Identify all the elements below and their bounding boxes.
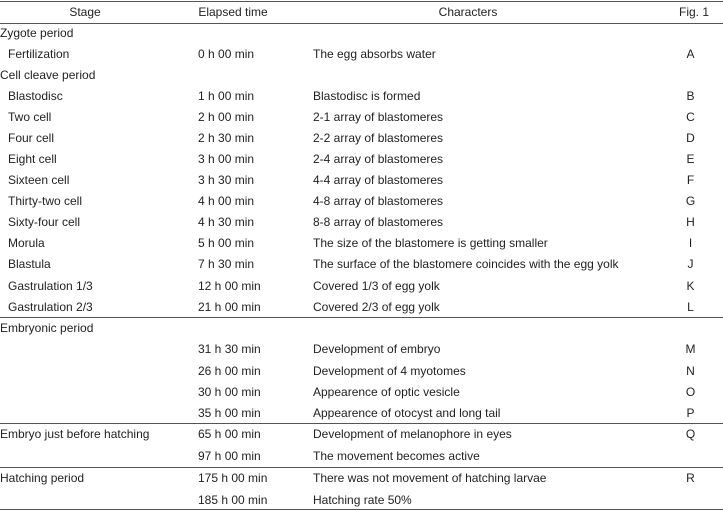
elapsed-time-cell: 3 h 30 min: [198, 173, 255, 187]
characters-cell: Covered 1/3 of egg yolk: [313, 279, 440, 293]
elapsed-time-cell: 1 h 00 min: [198, 89, 255, 103]
table-row: [0, 423, 723, 445]
fig-cell: P: [686, 406, 695, 420]
stage-cell: [8, 382, 198, 403]
elapsed-time-cell: 97 h 00 min: [198, 449, 261, 463]
fig-cell: B: [686, 89, 695, 103]
fig-cell: H: [686, 215, 695, 229]
stage-cell: Hatching period: [0, 471, 85, 485]
characters-cell: There was not movement of hatching larvae: [313, 471, 547, 485]
elapsed-time-cell: 5 h 00 min: [198, 236, 255, 250]
elapsed-time-cell: 30 h 00 min: [198, 385, 261, 399]
elapsed-time-cell: 4 h 30 min: [198, 215, 255, 229]
elapsed-time-cell: 31 h 30 min: [198, 342, 261, 356]
characters-cell: [313, 65, 673, 86]
stage-cell: Two cell: [8, 110, 52, 124]
header-stage: Stage: [69, 5, 101, 19]
fig-cell: [670, 490, 711, 511]
fig-cell: M: [685, 342, 696, 356]
fig-cell: [670, 23, 711, 44]
characters-cell: Development of 4 myotomes: [313, 364, 466, 378]
characters-cell: The size of the blastomere is getting smaller: [313, 236, 548, 250]
elapsed-time-cell: 65 h 00 min: [198, 427, 261, 441]
table-row: [0, 233, 723, 254]
fig-cell: Q: [685, 427, 696, 441]
fig-cell: I: [688, 236, 693, 250]
table-row: [0, 297, 723, 318]
fig-cell: [670, 318, 711, 339]
elapsed-time-cell: 4 h 00 min: [198, 194, 255, 208]
elapsed-time-cell: 26 h 00 min: [198, 364, 261, 378]
elapsed-time-cell: 12 h 00 min: [198, 279, 261, 293]
table-header: [0, 1, 723, 24]
table-row: [0, 446, 723, 467]
characters-cell: 4-8 array of blastomeres: [313, 194, 444, 208]
fig-cell: [670, 446, 711, 467]
header-elapsed-time: Elapsed time: [198, 5, 268, 19]
characters-cell: Covered 2/3 of egg yolk: [313, 300, 440, 314]
stage-cell: Cell cleave period: [0, 68, 96, 82]
table-row: [0, 65, 723, 86]
stage-cell: Zygote period: [0, 26, 74, 40]
stage-cell: Embryo just before hatching: [0, 427, 150, 441]
characters-cell: 2-1 array of blastomeres: [313, 110, 444, 124]
stage-cell: Embryonic period: [0, 321, 94, 335]
table-row: [0, 467, 723, 489]
stage-cell: [8, 490, 198, 511]
fig-cell: K: [686, 279, 695, 293]
table-row: [0, 361, 723, 382]
characters-cell: The surface of the blastomere coincides with the egg yolk: [313, 257, 619, 271]
stage-cell: Blastodisc: [8, 89, 63, 103]
characters-cell: 8-8 array of blastomeres: [313, 215, 444, 229]
characters-cell: 2-4 array of blastomeres: [313, 152, 444, 166]
elapsed-time-cell: 185 h 00 min: [198, 493, 268, 507]
table-row: [0, 128, 723, 149]
stage-cell: Four cell: [8, 131, 55, 145]
stage-cell: [8, 403, 198, 424]
characters-cell: 4-4 array of blastomeres: [313, 173, 444, 187]
elapsed-time-cell: 0 h 00 min: [198, 47, 255, 61]
fig-cell: L: [687, 300, 694, 314]
stage-cell: [8, 446, 198, 467]
table-row: [0, 254, 723, 275]
fig-cell: G: [685, 194, 696, 208]
elapsed-time-cell: [198, 23, 306, 44]
characters-cell: Appearence of optic vesicle: [313, 385, 460, 399]
table-row: [0, 23, 723, 44]
table-row: [0, 339, 723, 360]
characters-cell: Appearence of otocyst and long tail: [313, 406, 501, 420]
characters-cell: Development of melanophore in eyes: [313, 427, 512, 441]
stage-cell: Blastula: [8, 257, 51, 271]
table-row: [0, 382, 723, 403]
fig-cell: J: [687, 257, 694, 271]
elapsed-time-cell: 175 h 00 min: [198, 471, 268, 485]
elapsed-time-cell: 2 h 00 min: [198, 110, 255, 124]
header-characters: Characters: [438, 5, 498, 19]
table-row: [0, 403, 723, 424]
elapsed-time-cell: 35 h 00 min: [198, 406, 261, 420]
table-row: [0, 317, 723, 339]
characters-cell: The movement becomes active: [313, 449, 480, 463]
table-row: [0, 107, 723, 128]
table-row: [0, 490, 723, 511]
characters-cell: Hatching rate 50%: [313, 493, 412, 507]
stage-cell: [8, 361, 198, 382]
characters-cell: The egg absorbs water: [313, 47, 436, 61]
stage-cell: [8, 339, 198, 360]
fig-cell: N: [686, 364, 695, 378]
elapsed-time-cell: 7 h 30 min: [198, 257, 255, 271]
table-row: [0, 170, 723, 191]
elapsed-time-cell: 2 h 30 min: [198, 131, 255, 145]
fig-cell: [670, 65, 711, 86]
characters-cell: Blastodisc is formed: [313, 89, 421, 103]
elapsed-time-cell: 3 h 00 min: [198, 152, 255, 166]
stage-cell: Sixteen cell: [8, 173, 70, 187]
stage-cell: Thirty-two cell: [8, 194, 83, 208]
table-row: [0, 212, 723, 233]
fig-cell: R: [686, 471, 695, 485]
stage-cell: Sixty-four cell: [8, 215, 81, 229]
elapsed-time-cell: [198, 65, 306, 86]
table-row: [0, 86, 723, 107]
characters-cell: [313, 318, 673, 339]
fig-cell: C: [686, 110, 695, 124]
table-row: [0, 191, 723, 212]
fig-cell: F: [686, 173, 695, 187]
fig-cell: D: [686, 131, 695, 145]
stage-cell: Morula: [8, 236, 45, 250]
header-fig: Fig. 1: [678, 5, 709, 19]
stage-cell: Fertilization: [8, 47, 70, 61]
fig-cell: O: [685, 385, 696, 399]
fig-cell: A: [686, 47, 695, 61]
table-row: [0, 149, 723, 170]
elapsed-time-cell: [198, 318, 306, 339]
characters-cell: Development of embryo: [313, 342, 441, 356]
table-row: [0, 276, 723, 297]
characters-cell: [313, 23, 673, 44]
elapsed-time-cell: 21 h 00 min: [198, 300, 261, 314]
stage-cell: Gastrulation 1/3: [8, 279, 93, 293]
table-row: [0, 44, 723, 65]
fig-cell: E: [686, 152, 695, 166]
characters-cell: 2-2 array of blastomeres: [313, 131, 444, 145]
stage-cell: Gastrulation 2/3: [8, 300, 93, 314]
stage-cell: Eight cell: [8, 152, 57, 166]
